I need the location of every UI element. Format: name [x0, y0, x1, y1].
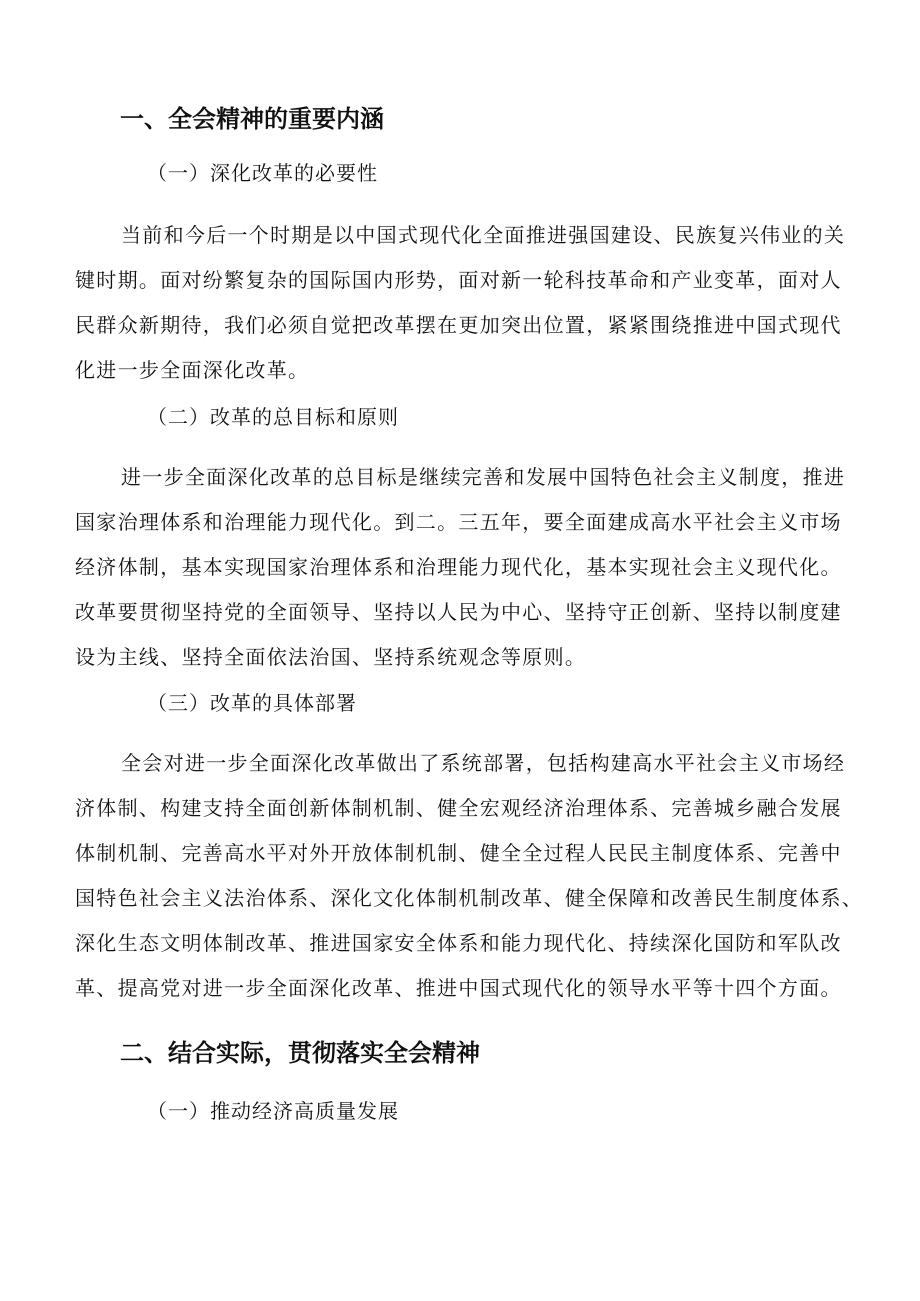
- paragraph-line: 全会对进一步全面深化改革做出了系统部署，包括构建高水平社会主义市场经: [121, 751, 846, 775]
- paragraph-line: 键时期。面对纷繁复杂的国际国内形势，面对新一轮科技革命和产业变革，面对人: [75, 268, 842, 292]
- subsection-2-1-heading: （一）推动经济高质量发展: [147, 1099, 399, 1123]
- paragraph-line: 深化生态文明体制改革、推进国家安全体系和能力现代化、持续深化国防和军队改: [75, 931, 842, 955]
- subsection-1-2-heading: （二）改革的总目标和原则: [147, 405, 399, 429]
- paragraph-line: 国特色社会主义法治体系、深化文化体制机制改革、健全保障和改善民生制度体系、: [75, 886, 864, 910]
- section-2-heading: 二、结合实际，贯彻落实全会精神: [120, 1039, 480, 1067]
- paragraph-line: 民群众新期待，我们必须自觉把改革摆在更加突出位置，紧紧围绕推进中国式现代: [75, 313, 842, 337]
- paragraph-line: 当前和今后一个时期是以中国式现代化全面推进强国建设、民族复兴伟业的关: [121, 223, 846, 247]
- paragraph-line: 国家治理体系和治理能力现代化。到二。三五年，要全面建成高水平社会主义市场: [75, 510, 842, 534]
- paragraph-line: 经济体制，基本实现国家治理体系和治理能力现代化，基本实现社会主义现代化。: [75, 555, 842, 579]
- paragraph-1-1: [75, 213, 865, 393]
- paragraph-line: 化进一步全面深化改革。: [75, 358, 310, 382]
- subsection-1-1-heading: （一）深化改革的必要性: [147, 161, 378, 185]
- paragraph-line: 体制机制、完善高水平对外开放体制机制、健全全过程人民民主制度体系、完善中: [75, 841, 842, 865]
- paragraph-line: 济体制、构建支持全面创新体制机制、健全宏观经济治理体系、完善城乡融合发展: [75, 796, 842, 820]
- section-1-heading: 一、全会精神的重要内涵: [120, 105, 384, 133]
- paragraph-line: 改革要贯彻坚持党的全面领导、坚持以人民为中心、坚持守正创新、坚持以制度建: [75, 600, 842, 624]
- paragraph-1-3: [75, 741, 865, 1011]
- paragraph-line: 进一步全面深化改革的总目标是继续完善和发展中国特色社会主义制度，推进: [121, 465, 846, 489]
- paragraph-line: 革、提高党对进一步全面深化改革、推进中国式现代化的领导水平等十四个方面。: [75, 976, 842, 1000]
- paragraph-1-2: [75, 455, 865, 680]
- paragraph-line: 设为主线、坚持全面依法治国、坚持系统观念等原则。: [75, 645, 587, 669]
- subsection-1-3-heading: （三）改革的具体部署: [147, 691, 357, 715]
